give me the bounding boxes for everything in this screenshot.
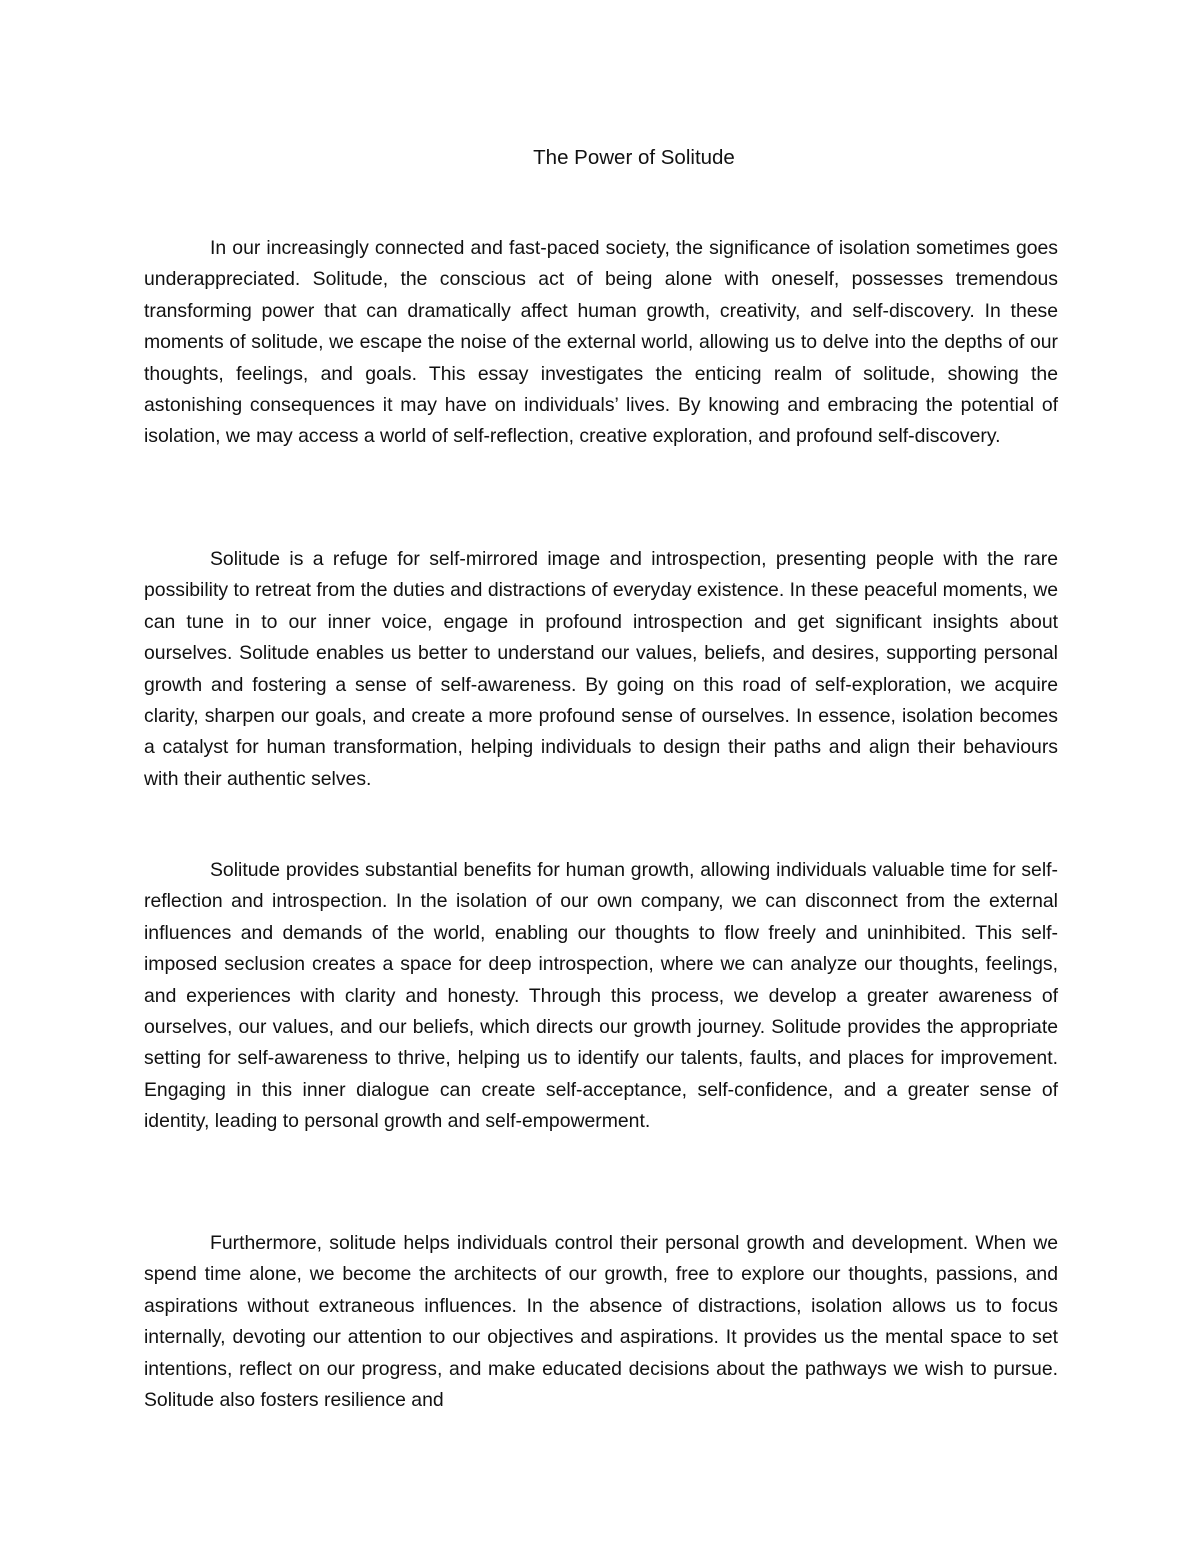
paragraph-introduction: In our increasingly connected and fast-paced society, the significance of isolation sometimes goes underappreciated. Solitude, the conscious act of being alone with oneself, possesses tremendous transforming power that can dramatically affect human growth, creativity, and self-discovery. In these moments of solitude, we escape the noise of the external world, allowing us to delve into the depths of our thoughts, feelings, and goals. This essay investigates the enticing realm of solitude, showing the astonishing consequences it may have on individuals’ lives. By knowing and embracing the potential of isolation, we may access a world of self-reflection, creative exploration, and profound self-discovery. <box>144 237 1058 448</box>
paragraph-benefits: Solitude provides substantial benefits for human growth, allowing individuals valuable time for self-reflection and introspection. In the isolation of our own company, we can disconnect from the external influences and demands of the world, enabling our thoughts to flow freely and uninhibited. This self-imposed seclusion creates a space for deep introspection, where we can analyze our thoughts, feelings, and experiences with clarity and honesty. Through this process, we develop a greater awareness of ourselves, our values, and our beliefs, which directs our growth journey. Solitude provides the appropriate setting for self-awareness to thrive, helping us to identify our talents, faults, and places for improvement. Engaging in this inner dialogue can create self-acceptance, self-confidence, and a greater sense of identity, leading to personal growth and self-empowerment. <box>144 859 1058 1133</box>
document-title: The Power of Solitude <box>533 146 735 169</box>
paragraph-refuge: Solitude is a refuge for self-mirrored image and introspection, presenting people with the rare possibility to retreat from the duties and distractions of everyday existence. In these peaceful moments, we can tune in to our inner voice, engage in profound introspection and get significant insights about ourselves. Solitude enables us better to understand our values, beliefs, and desires, supporting personal growth and fostering a sense of self-awareness. By going on this road of self-exploration, we acquire clarity, sharpen our goals, and create a more profound sense of ourselves. In essence, isolation becomes a catalyst for human transformation, helping individuals to design their paths and align their behaviours with their authentic selves. <box>144 548 1058 790</box>
paragraph-furthermore: Furthermore, solitude helps individuals control their personal growth and development. When we spend time alone, we become the architects of our growth, free to explore our thoughts, passions, and aspirations without extraneous influences. In the absence of distractions, isolation allows us to focus internally, devoting our attention to our objectives and aspirations. It provides us the mental space to set intentions, reflect on our progress, and make educated decisions about the pathways we wish to pursue. Solitude also fosters resilience and <box>144 1232 1058 1412</box>
